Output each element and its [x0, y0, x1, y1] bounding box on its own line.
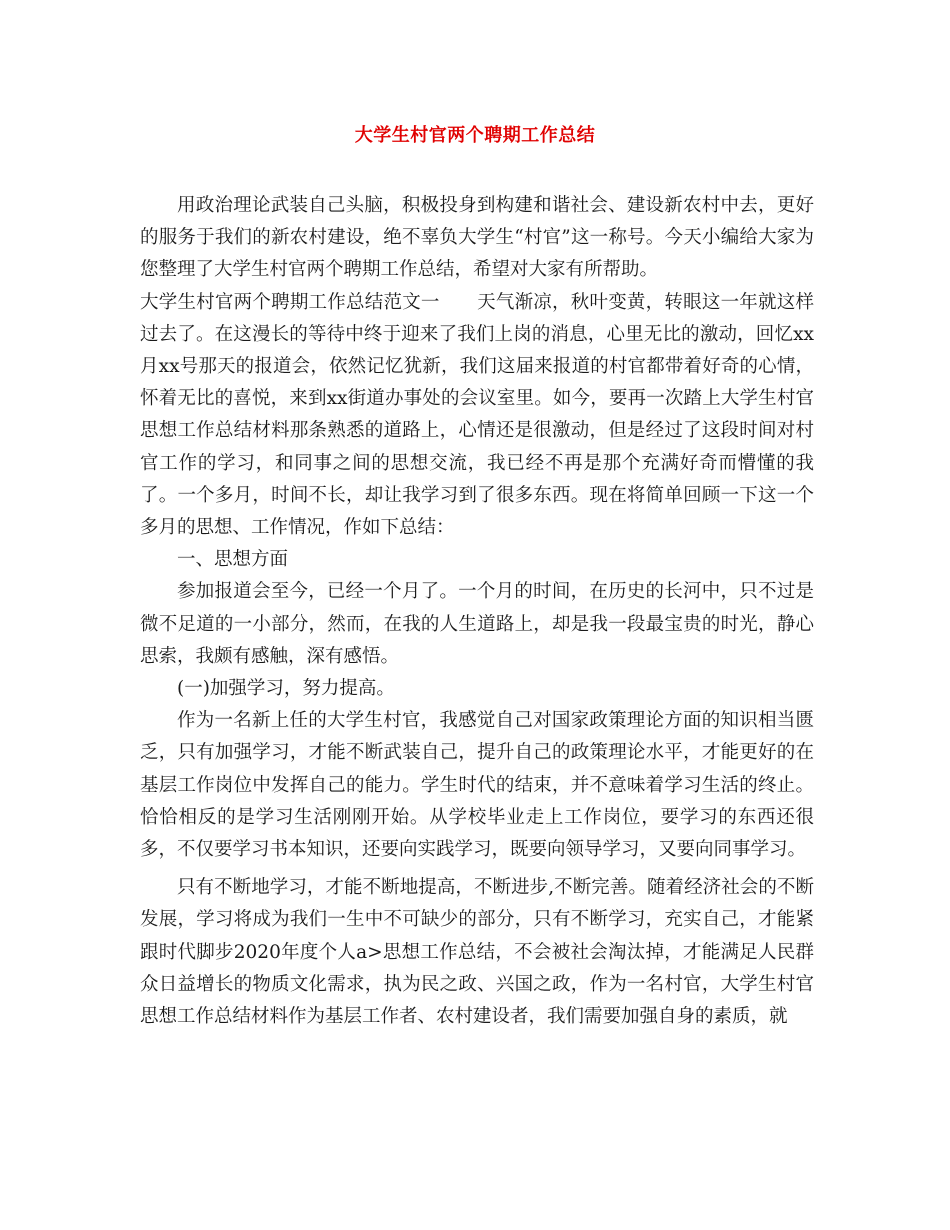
paragraph-thought: 参加报道会至今，已经一个月了。一个月的时间，在历史的长河中，只不过是微不足道的一小部分，然而，在我的人生道路上，却是我一段最宝贵的时光，静心思索，我颇有感触，深有感悟。 [140, 581, 814, 667]
paragraph-intro: 用政治理论武装自己头脑，积极投身到构建和谐社会、建设新农村中去，更好的服务于我们的新农村建设，绝不辜负大学生“村官”这一称号。今天小编给大家为您整理了大学生村官两个聘期工作总结，希望对大家有所帮助。 [140, 195, 814, 281]
document-body [140, 190, 814, 1033]
paragraph-continuous-learning: 只有不断地学习，才能不断地提高，不断进步,不断完善。随着经济社会的不断发展，学习将成为我们一生中不可缺少的部分，只有不断学习，充实自己，才能紧跟时代脚步2020年度个人a>思想工作总结，不会被社会淘汰掉，才能满足人民群众日益增长的物质文化需求，执为民之政、兴国之政，作为一名村官，大学生村官思想工作总结材料作为基层工作者、农村建设者，我们需要加强自身的素质，就 [140, 877, 814, 1028]
heading-thought: 一、思想方面 [177, 549, 289, 571]
paragraph-study: 作为一名新上任的大学生村官，我感觉自己对国家政策理论方面的知识相当匮乏，只有加强学习，才能不断武装自己，提升自己的政策理论水平，才能更好的在基层工作岗位中发挥自己的能力。学生时代的结束，并不意味着学习生活的终止。恰恰相反的是学习生活刚刚开始。从学校毕业走上工作岗位，要学习的东西还很多，不仅要学习书本知识，还要向实践学习，既要向领导学习，又要向同事学习。 [140, 710, 814, 861]
paragraph-sample-one: 大学生村官两个聘期工作总结范文一 天气渐凉，秋叶变黄，转眼这一年就这样过去了。在这漫长的等待中终于迎来了我们上岗的消息，心里无比的激动，回忆xx月xx号那天的报道会，依然记忆犹新，我们这届来报道的村官都带着好奇的心情，怀着无比的喜悦，来到xx街道办事处的会议室里。如今，要再一次踏上大学生村官思想工作总结材料那条熟悉的道路上，心情还是很激动，但是经过了这段时间对村官工作的学习，和同事之间的思想交流，我已经不再是那个充满好奇而懵懂的我了。一个多月，时间不长，却让我学习到了很多东西。现在将简单回顾一下这一个多月的思想、工作情况，作如下总结： [140, 291, 814, 539]
subheading-study: (一)加强学习，努力提高。 [177, 678, 395, 700]
document-title: 大学生村官两个聘期工作总结 [354, 125, 596, 146]
